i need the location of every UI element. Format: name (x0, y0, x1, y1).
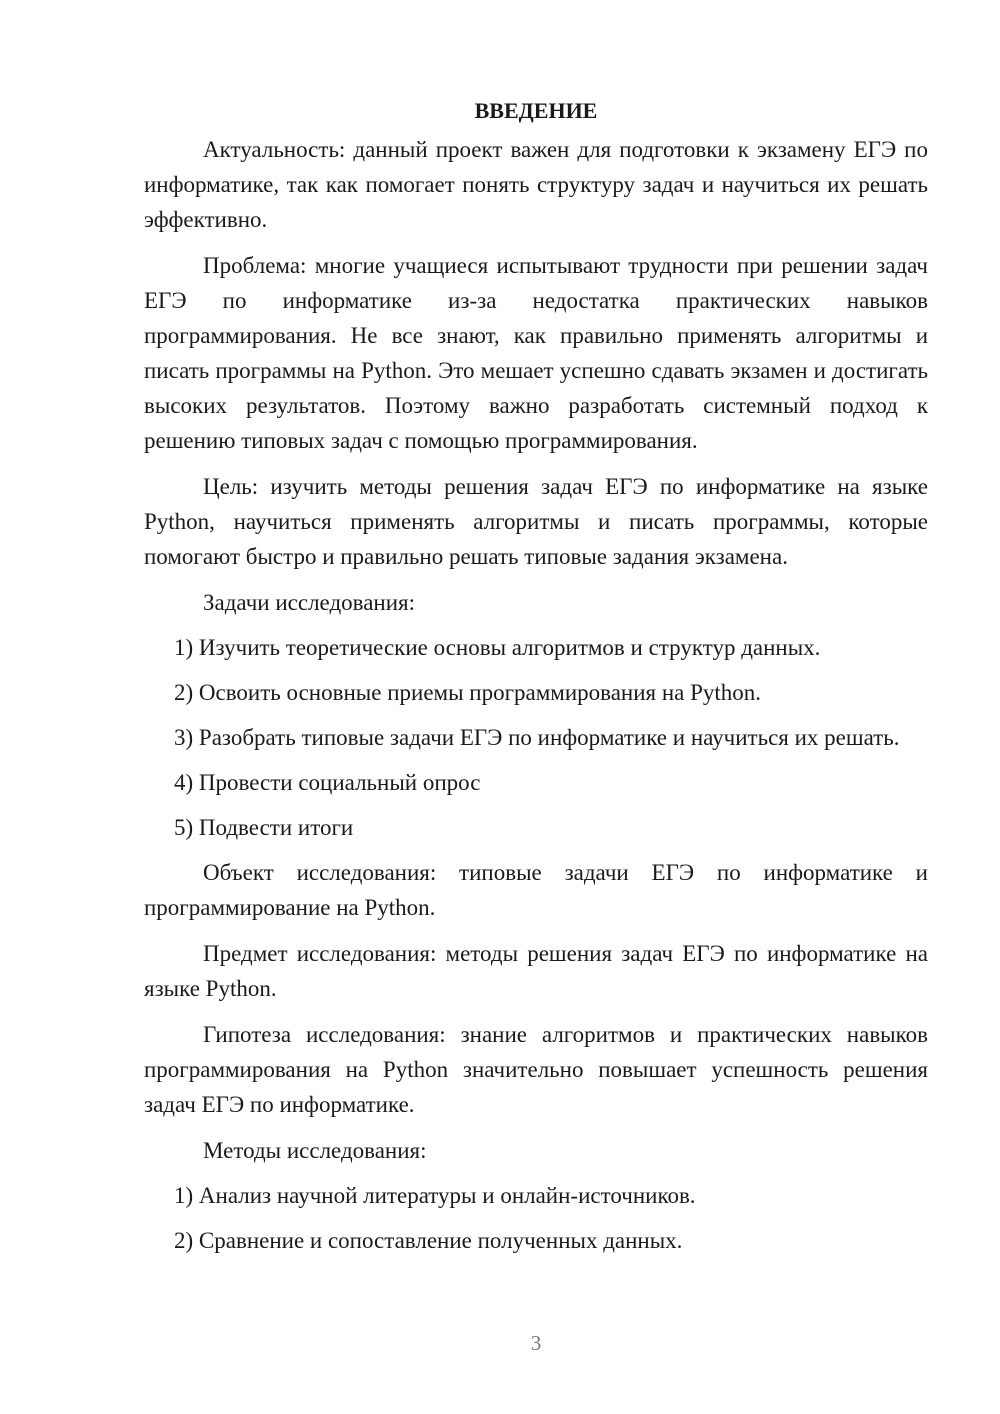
goal-paragraph: Цель: изучить методы решения задач ЕГЭ по информатике на языке Python, научиться применять алгоритмы и писать программы, которые помогают быстро и правильно решать типовые задания экзамена. (144, 474, 928, 569)
task-item: 1) Изучить теоретические основы алгоритмов и структур данных. (174, 635, 821, 660)
subject-paragraph: Предмет исследования: методы решения задач ЕГЭ по информатике на языке Python. (144, 941, 928, 1001)
tasks-label: Задачи исследования: (203, 590, 416, 615)
method-item: 2) Сравнение и сопоставление полученных данных. (174, 1228, 683, 1253)
page-content (144, 96, 928, 1268)
task-item: 2) Освоить основные приемы программирования на Python. (174, 680, 762, 705)
task-item: 5) Подвести итоги (174, 815, 354, 840)
section-heading: ВВЕДЕНИЕ (474, 98, 598, 123)
task-item: 3) Разобрать типовые задачи ЕГЭ по информатике и научиться их решать. (174, 725, 900, 750)
task-item: 4) Провести социальный опрос (174, 770, 481, 795)
method-item: 1) Анализ научной литературы и онлайн-источников. (174, 1183, 696, 1208)
object-paragraph: Объект исследования: типовые задачи ЕГЭ по информатике и программирование на Python. (144, 860, 928, 920)
relevance-paragraph: Актуальность: данный проект важен для подготовки к экзамену ЕГЭ по информатике, так как помогает понять структуру задач и научиться их решать эффективно. (144, 137, 928, 232)
problem-paragraph: Проблема: многие учащиеся испытывают трудности при решении задач ЕГЭ по информатике из-за недостатка практических навыков программирования. Не все знают, как правильно применять алгоритмы и писать программы на Python. Это мешает успешно сдавать экзамен и достигать высоких результатов. Поэтому важно разработать системный подход к решению типовых задач с помощью программирования. (144, 253, 928, 453)
hypothesis-paragraph: Гипотеза исследования: знание алгоритмов и практических навыков программирования на Python значительно повышает успешность решения задач ЕГЭ по информатике. (144, 1022, 928, 1117)
page-number: 3 (530, 1331, 542, 1355)
methods-label: Методы исследования: (203, 1138, 427, 1163)
